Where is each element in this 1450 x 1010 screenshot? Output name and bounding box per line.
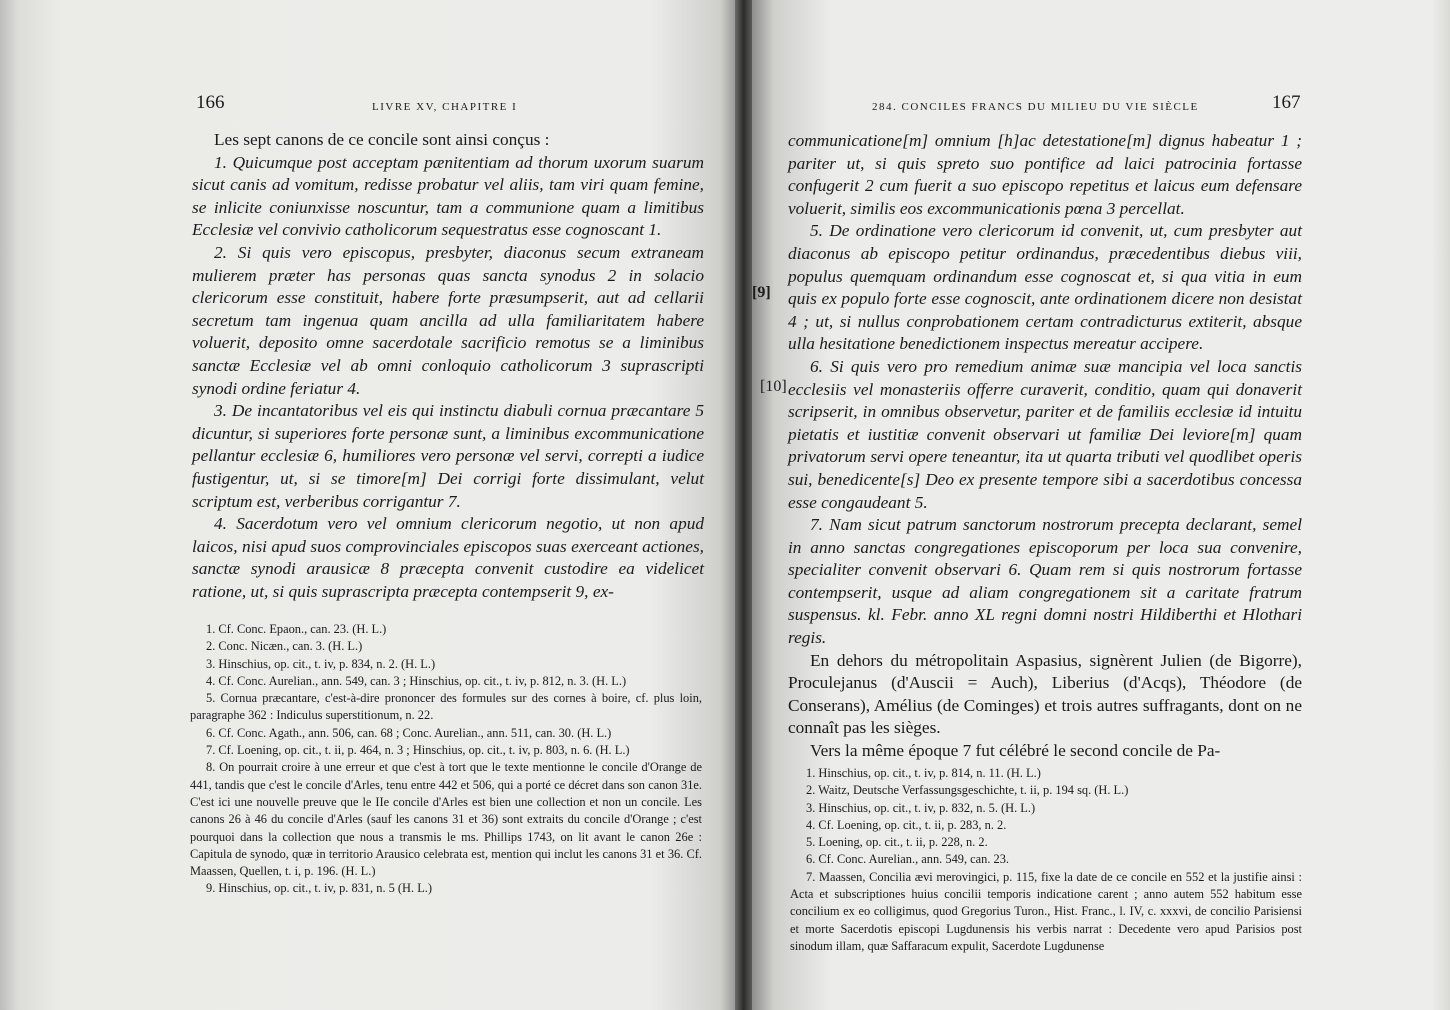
footnote: 3. Hinschius, op. cit., t. iv, p. 832, n. 5. (H. L.) bbox=[806, 800, 1036, 815]
book-gutter bbox=[735, 0, 752, 1010]
footnote: 4. Cf. Loening, op. cit., t. ii, p. 283, n. 2. bbox=[806, 817, 1007, 832]
paragraph: 2. Si quis vero episcopus, presbyter, diaconus secum extraneam mulierem præter has personas quas sancta synodus 2 in solacio clericorum esse constituit, habere forte præsumpserit, aut ad cellarii secretum tam ingenua quam ancilla ad ulla familiaritatem habere voluerit, deposito omne sacerdotale sacrificio remotus se a liminibus sanctæ Ecclesiæ vel ab omni conloquio catholicorum 3 suprascripti synodi ordine feriatur 4. bbox=[192, 242, 704, 398]
paragraph: En dehors du métropolitain Aspasius, signèrent Julien (de Bigorre), Proculejanus (d'Auscii = Auch), Liberius (d'Acqs), Théodore (de Conserans), Amélius (de Cominges) et trois autres suffragants, dont on ne connaît pas les sièges. bbox=[788, 650, 1302, 738]
footnote: 5. Loening, op. cit., t. ii, p. 228, n. 2. bbox=[806, 835, 988, 850]
paragraph: Vers la même époque 7 fut célébré le second concile de Pa- bbox=[810, 741, 1221, 761]
footnote: 7. Cf. Loening, op. cit., t. ii, p. 464, n. 3 ; Hinschius, op. cit., t. iv, p. 803, n. 6. (H. L.) bbox=[206, 743, 630, 758]
page-number: 167 bbox=[1272, 92, 1301, 113]
footnote: 1. Cf. Conc. Epaon., can. 23. (H. L.) bbox=[206, 622, 387, 636]
footnote: 6. Cf. Conc. Aurelian., ann. 549, can. 23. bbox=[806, 852, 1010, 867]
paragraph: communicatione[m] omnium [h]ac detestatione[m] dignus habeatur 1 ; pariter ut, si quis spreto suo pontifice ad laici patrocinia fortasse confugerit 2 cum fuerit a suo episcopo repetitus et laicus eum defensare voluerit, similis eos excommunicationis pœna 3 percellat. bbox=[788, 131, 1302, 218]
paragraph: 4. Sacerdotum vero vel omnium clericorum negotio, ut non apud laicos, nisi apud suos comprovinciales episcopos suas exerceant actiones, sanctæ synodi arausicæ 8 præcepta convenit custodire ea videlicet ratione, ut, si quis suprascripta præcepta contempserit 9, ex- bbox=[192, 514, 704, 601]
main-text bbox=[192, 129, 704, 603]
footnotes bbox=[790, 765, 1302, 955]
footnotes bbox=[190, 621, 702, 898]
footnote: 7. Maassen, Concilia ævi merovingici, p. 115, fixe la date de ce concile en 552 et la justifie ainsi : Acta et subscriptiones huius concilii temporis indicatione carent ; anno autem 552 habitum esse concilium ex eo colligimus, quod Gregorius Turon., Hist. Franc., l. IV, c. xxxvi, de concilio Parisiensi et morte Sacerdotis episcopi Lugdunensis his verbis narrat : Decedente vero apud Parisios post sinodum illam, quæ Saffaracum expulit, Sacerdote Lugdunense bbox=[790, 869, 1302, 953]
main-text bbox=[788, 130, 1302, 763]
running-head: LIVRE XV, CHAPITRE I bbox=[372, 101, 518, 113]
footnote: 4. Cf. Conc. Aurelian., ann. 549, can. 3 ; Hinschius, op. cit., t. iv, p. 812, n. 3. (H. L.) bbox=[206, 673, 627, 688]
paragraph: 7. Nam sicut patrum sanctorum nostrorum precepta declarant, semel in anno sanctas congregationes episcoporum per loca sua convenire, specialiter convenit observari 6. Quam rem si quis nostrorum fortasse contempserit, usque ad aliam congregationem sit a caritate fratrum suspensus. kl. Febr. anno XL regni domni nostri Hildiberthi et Hlothari regis. bbox=[788, 515, 1302, 648]
page-number: 166 bbox=[196, 92, 225, 113]
running-head: 284. CONCILES FRANCS DU MILIEU DU VIE SIÈCLE bbox=[872, 101, 1199, 113]
paragraph: 3. De incantatoribus vel eis qui instinctu diabuli cornua præcantare 5 dicuntur, si superiores forte personæ sunt, a liminibus excommunicatione pellantur ecclesiæ 6, humiliores vero personæ vel servi, correpti a iudice fustigentur, ut, si se timore[m] Dei corrigi forte dissimulant, velut scriptum est, verberibus corrigantur 7. bbox=[192, 401, 704, 511]
right-page bbox=[752, 0, 1450, 1010]
paragraph: 6. Si quis vero pro remedium animæ suæ mancipia vel loca sanctis ecclesiis vel monasteriis offerre curaverit, conditio, quam qui donaverit scripserit, in omnibus observetur, pariter et de familiis ecclesiæ id intuitu pietatis et iustitiæ convenit observari ut familiæ Dei leviore[m] quam privatorum servi opere teneantur, ita ut quarta tributi vel quodlibet operis sui, benedicente[s] Deo ex presente tempore sibi a sacerdotibus concessa esse congaudeant 5. bbox=[788, 356, 1302, 512]
margin-marker: [10] bbox=[760, 378, 787, 395]
footnote: 5. Cornua præcantare, c'est-à-dire prononcer des formules sur des cornes à boire, cf. plus loin, paragraphe 362 : Indiculus superstitionum, n. 22. bbox=[190, 691, 702, 723]
footnote: 1. Hinschius, op. cit., t. iv, p. 814, n. 11. (H. L.) bbox=[806, 766, 1041, 780]
paragraph: 5. De ordinatione vero clericorum id convenit, ut, cum presbyter aut diaconus ab episcopo petitur ordinandus, præcedentibus diebus viii, populus quemquam ordinandum esse cognoscat et, si qua vitia in eum quis ex populo forte esse cognoscit, ante ordinationem dicere non desistat 4 ; ut, si nullus conprobationem certam contradicturus extiterit, absque ulla hesitatione benedictionem inspectus mereatur accipere. bbox=[788, 221, 1302, 354]
footnote: 9. Hinschius, op. cit., t. iv, p. 831, n. 5 (H. L.) bbox=[206, 881, 432, 896]
paragraph: Les sept canons de ce concile sont ainsi conçus : bbox=[214, 130, 550, 149]
paragraph: 1. Quicumque post acceptam pænitentiam ad thorum uxorum suarum sicut canis ad vomitum, redisse probatur vel aliis, tam viri quam femine, se inlicite coniunxisse noscuntur, tam a communione quam a limitibus Ecclesiæ vel convivio catholicorum sequestratus esse cognoscant 1. bbox=[192, 152, 704, 240]
footnote: 2. Waitz, Deutsche Verfassungsgeschichte, t. ii, p. 194 sq. (H. L.) bbox=[806, 783, 1129, 798]
footnote: 8. On pourrait croire à une erreur et que c'est à tort que le texte mentionne le concile d'Orange de 441, tandis que c'est le concile d'Arles, tenu entre 442 et 506, qui a porté ce décret dans son canon 31e. C'est ici une nouvelle preuve que le IIe concile d'Arles est bien une collection et non un concile. Les canons 26 à 46 du concile d'Arles (sauf les canons 31 et 36) sont extraits du concile d'Orange ; c'est pourquoi dans la collection que nous a transmis le ms. Phillips 1743, on lit avant le canon 26e : Capitula de synodo, quæ in territorio Arausico celebrata est, mention qui inclut les canons 31 et 36. Cf. Maassen, Quellen, t. i, p. 196. (H. L.) bbox=[190, 760, 702, 879]
footnote: 3. Hinschius, op. cit., t. iv, p. 834, n. 2. (H. L.) bbox=[206, 656, 436, 671]
footnote: 6. Cf. Conc. Agath., ann. 506, can. 68 ; Conc. Aurelian., ann. 511, can. 30. (H. L.) bbox=[206, 725, 612, 740]
footnote: 2. Conc. Nicæn., can. 3. (H. L.) bbox=[206, 639, 363, 654]
margin-marker: [9] bbox=[752, 284, 771, 301]
